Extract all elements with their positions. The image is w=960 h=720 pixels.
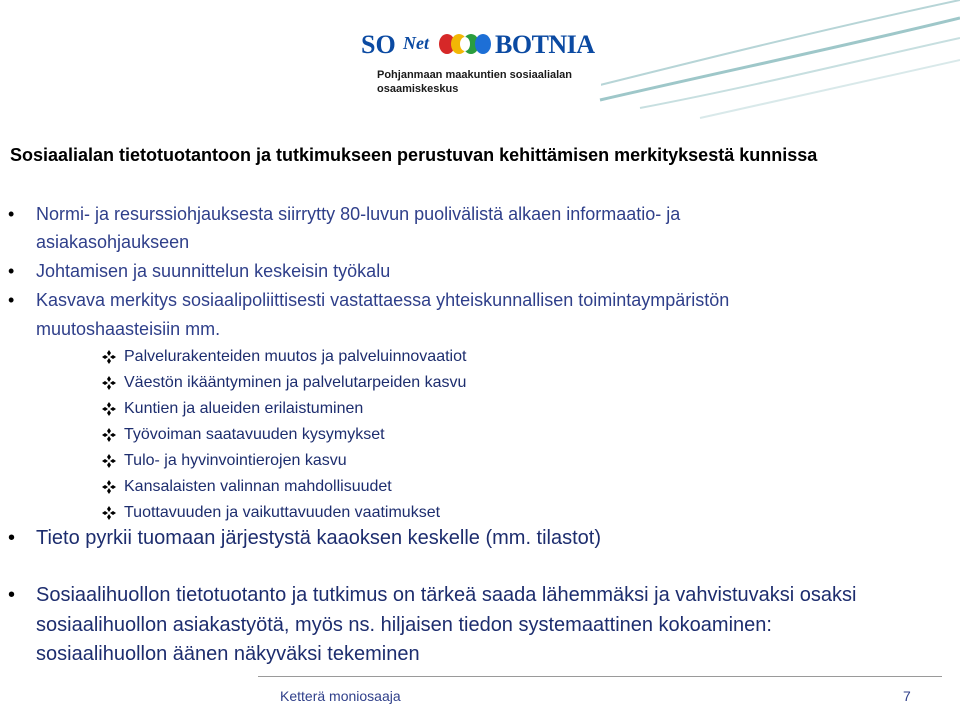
slide-title: Sosiaalialan tietotuotantoon ja tutkimukseen perustuvan kehittämisen merkityksestä kunnissa <box>10 145 818 165</box>
bullet-marker: • <box>8 584 16 606</box>
logo-subtitle <box>377 68 572 96</box>
logo-subtitle-line2: osaamiskeskus <box>377 83 459 95</box>
bullet-text-line: asiakasohjaukseen <box>36 232 190 252</box>
bullet-marker: • <box>8 290 15 310</box>
diamond-bullet-icon <box>102 454 116 468</box>
page-number: 7 <box>903 688 911 704</box>
diamond-bullet-icon <box>102 350 116 364</box>
diamond-bullet-icon <box>102 480 116 494</box>
bullet-text-line: sosiaalihuollon asiakastyötä, myös ns. hiljaisen tiedon systemaattinen kokoaminen: <box>36 614 772 636</box>
diamond-bullet-icon <box>102 376 116 390</box>
sub-list-text: Kansalaisten valinnan mahdollisuudet <box>124 478 392 495</box>
bullet-text-line: sosiaalihuollon äänen näkyväksi tekeminen <box>36 643 420 665</box>
sub-list-text: Työvoiman saatavuuden kysymykset <box>124 426 385 443</box>
logo-word-net: Net <box>403 33 429 53</box>
bullet-text-line: Kasvava merkitys sosiaalipoliittisesti vastattaessa yhteiskunnallisen toimintaympäristön <box>36 290 730 310</box>
bullet-text-line: Normi- ja resurssiohjauksesta siirrytty 80-luvun puolivälistä alkaen informaatio- ja <box>36 204 681 224</box>
logo-rings-icon <box>437 30 493 58</box>
sub-list-text: Tuottavuuden ja vaikuttavuuden vaatimukset <box>124 504 441 521</box>
logo-word-botnia: BOTNIA <box>495 30 595 59</box>
footer-divider <box>258 676 942 677</box>
bullet-marker: • <box>8 527 16 549</box>
bullet-text-line: Sosiaalihuollon tietotuotanto ja tutkimus on tärkeä saada lähemmäksi ja vahvistuvaksi osaksi <box>36 584 857 606</box>
diamond-bullet-icon <box>102 402 116 416</box>
diamond-bullet-icon <box>102 428 116 442</box>
bullet-marker: • <box>8 204 15 224</box>
sub-list-text: Kuntien ja alueiden erilaistuminen <box>124 400 364 417</box>
sub-list-text: Tulo- ja hyvinvointierojen kasvu <box>124 452 347 469</box>
bullet-text-line: muutoshaasteisiin mm. <box>36 319 221 339</box>
logo-word-so: SO <box>361 30 396 59</box>
footer-title: Ketterä moniosaaja <box>280 688 401 704</box>
diamond-bullet-icon <box>102 506 116 520</box>
sub-list-text: Väestön ikääntyminen ja palvelutarpeiden kasvu <box>124 374 467 391</box>
sonet-botnia-logo <box>361 12 601 98</box>
logo-subtitle-line1: Pohjanmaan maakuntien sosiaalialan <box>377 69 573 81</box>
bullet-text-line: Tieto pyrkii tuomaan järjestystä kaaoksen keskelle (mm. tilastot) <box>36 527 602 549</box>
bullet-text-line: Johtamisen ja suunnittelun keskeisin työkalu <box>36 261 391 281</box>
sub-list-text: Palvelurakenteiden muutos ja palveluinnovaatiot <box>124 348 467 365</box>
bullet-marker: • <box>8 261 15 281</box>
